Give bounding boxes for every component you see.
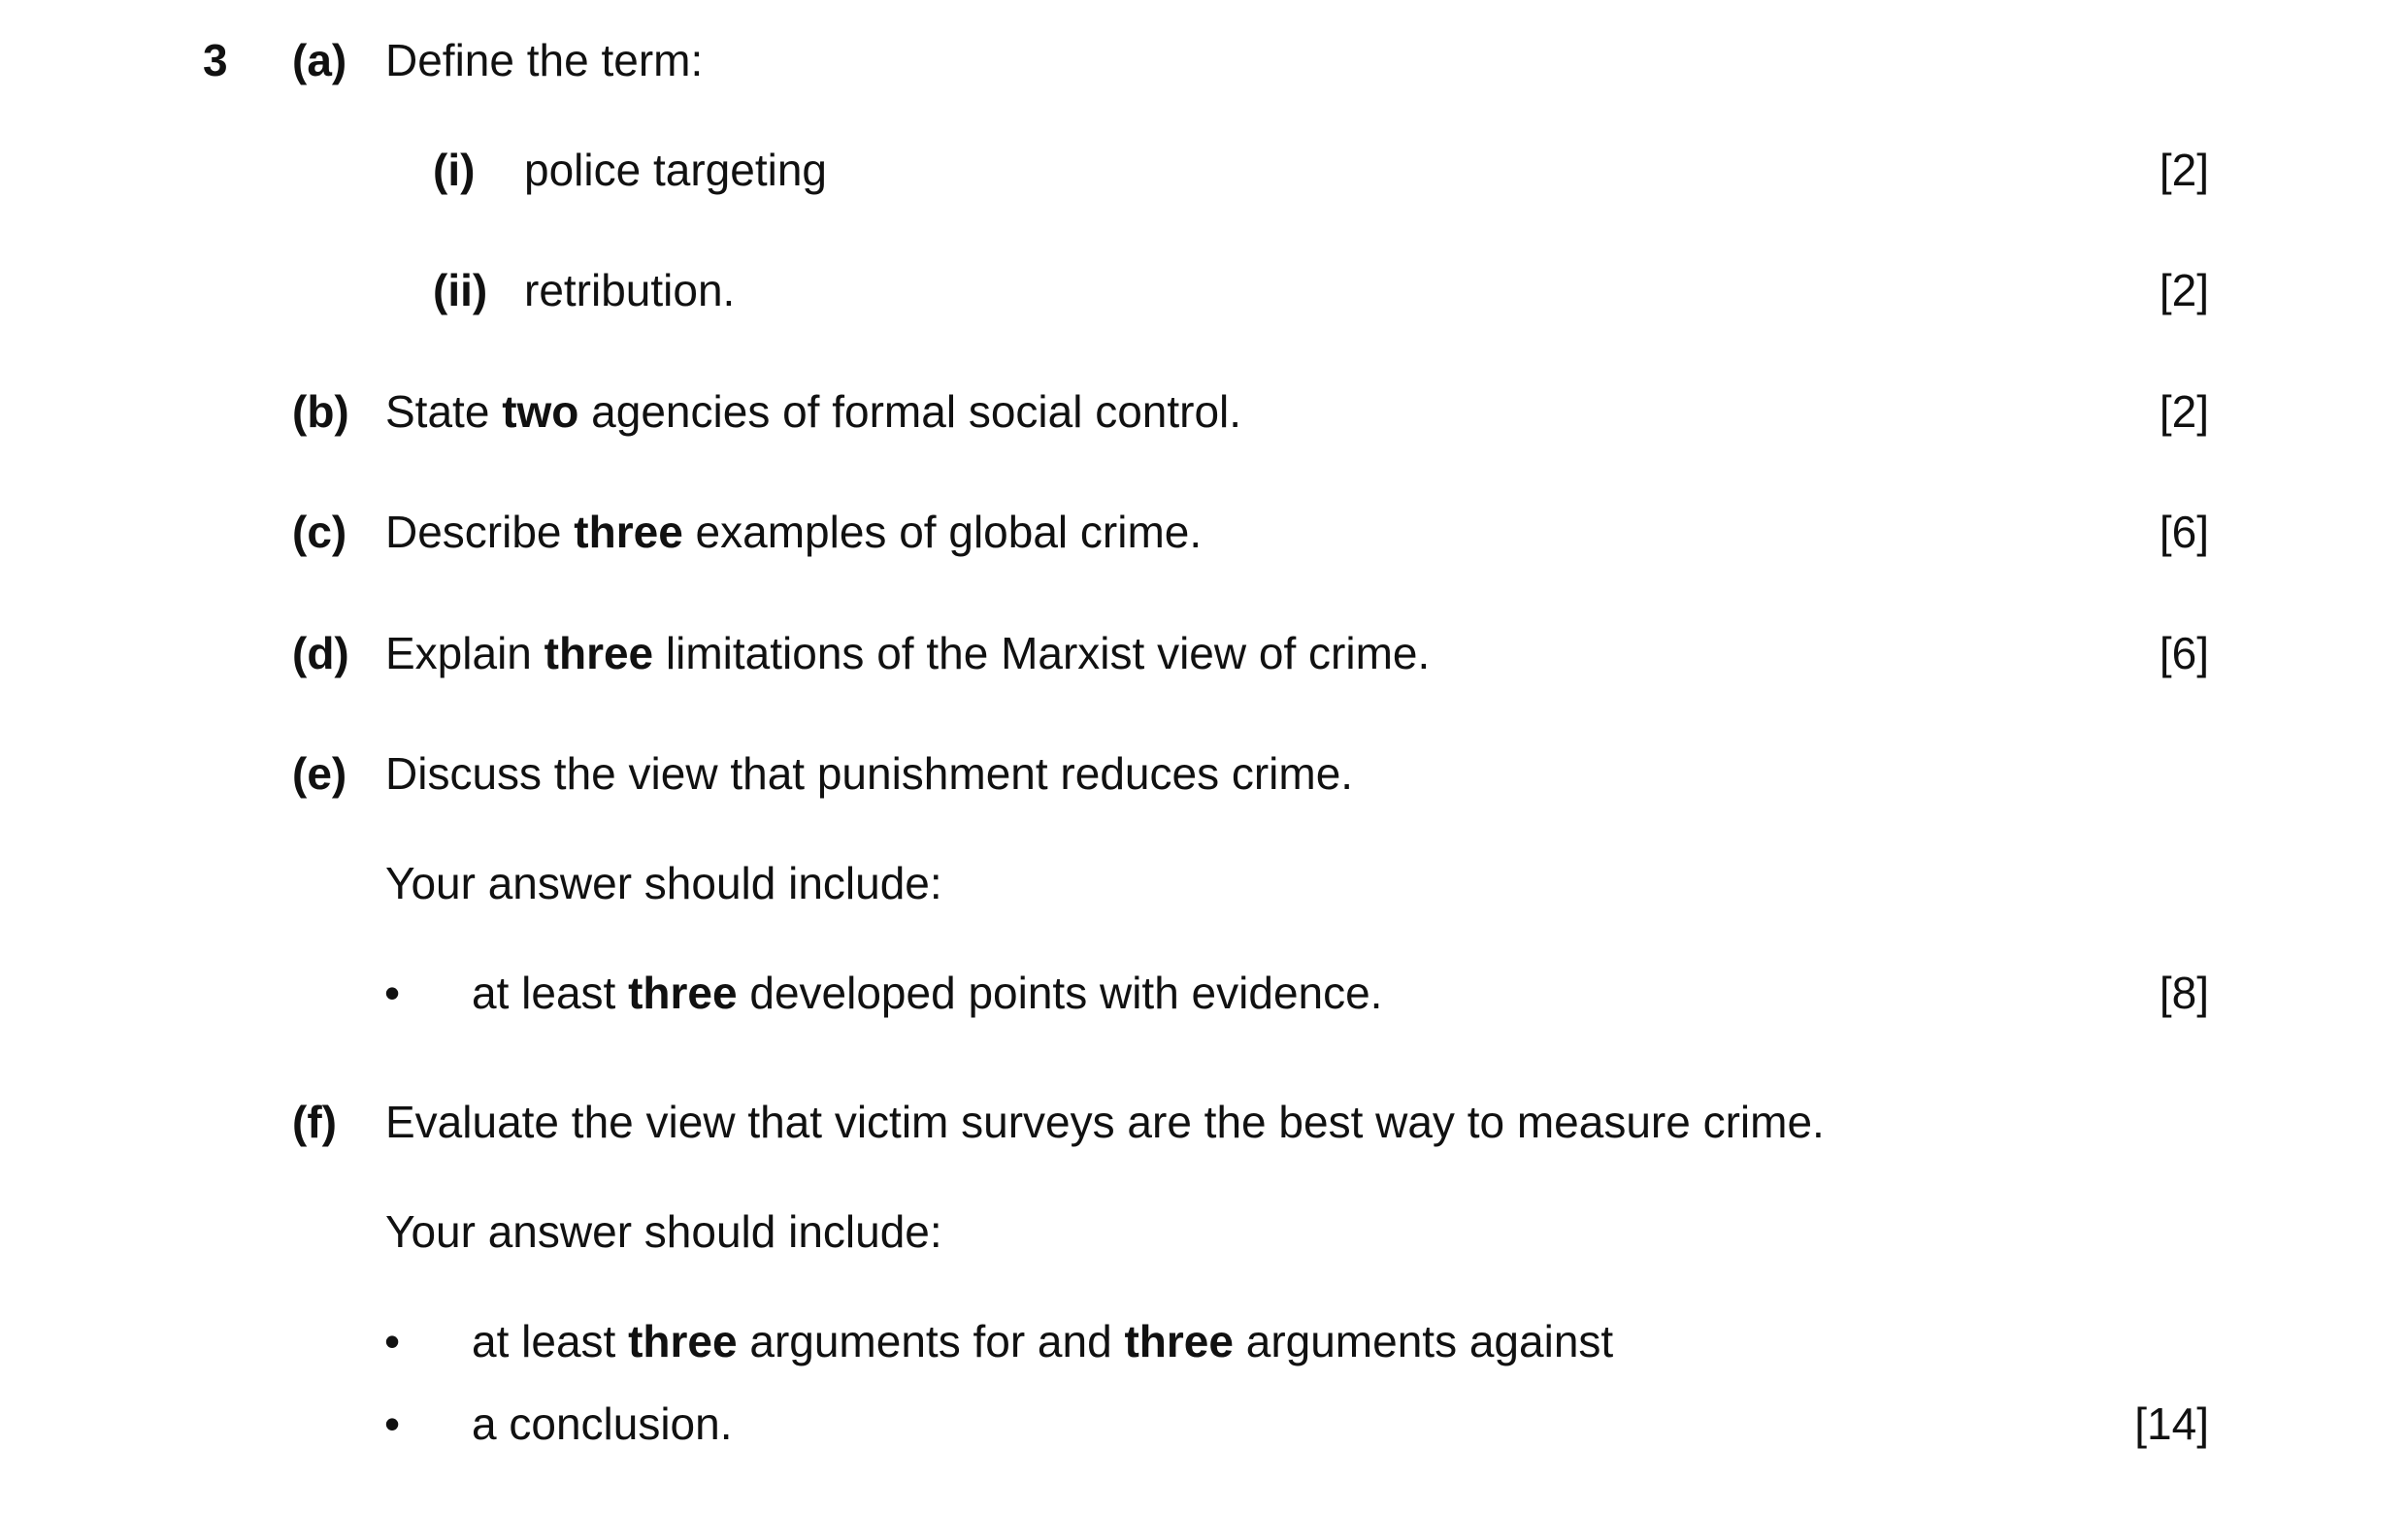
part-f-bullet-1-text: at least three arguments for and three arguments against [472,1316,1614,1366]
part-e-include-text: Your answer should include: [385,858,942,908]
marks-b: [2] [2159,386,2209,437]
part-e-include-line [0,854,2408,912]
question-3a-line [0,31,2408,89]
part-f-text: Evaluate the view that victim surveys are the best way to measure crime. [385,1097,1825,1147]
part-label-c: (c) [292,507,347,557]
question-number: 3 [203,35,228,85]
subpart-i-line [0,141,2408,199]
part-label-f: (f) [292,1097,337,1147]
part-b-text: State two agencies of formal social control. [385,386,1242,437]
question-3b-line [0,382,2408,441]
part-e-bullet-1-text: at least three developed points with evidence. [472,968,1383,1018]
part-label-e: (e) [292,748,347,799]
bullet-icon: • [384,1316,401,1366]
emphasis-three: three [1124,1316,1234,1366]
marks-e: [8] [2159,968,2209,1018]
part-f-bullet-1 [0,1312,2408,1370]
part-label-d: (d) [292,628,349,678]
subpart-i-text: police targeting [524,145,827,195]
part-f-bullet-2-text: a conclusion. [472,1398,733,1449]
bullet-icon: • [384,968,401,1018]
question-3e-line [0,744,2408,803]
emphasis-three: three [544,628,654,678]
subpart-ii-line [0,261,2408,319]
part-e-text: Discuss the view that punishment reduces crime. [385,748,1354,799]
bullet-icon: • [384,1398,401,1449]
part-f-bullet-2 [0,1395,2408,1453]
part-e-bullet-1 [0,964,2408,1022]
marks-f: [14] [2134,1398,2209,1449]
part-c-text: Describe three examples of global crime. [385,507,1203,557]
emphasis-three: three [574,507,683,557]
part-label-a: (a) [292,35,347,85]
marks-d: [6] [2159,628,2209,678]
part-a-text: Define the term: [385,35,704,85]
subpart-ii-text: retribution. [524,265,736,315]
question-3d-line [0,624,2408,682]
marks-c: [6] [2159,507,2209,557]
subpart-label-i: (i) [433,145,476,195]
subpart-label-ii: (ii) [433,265,488,315]
part-d-text: Explain three limitations of the Marxist view of crime. [385,628,1431,678]
emphasis-two: two [502,386,579,437]
part-f-include-text: Your answer should include: [385,1206,942,1257]
question-3f-line [0,1093,2408,1151]
part-label-b: (b) [292,386,349,437]
emphasis-three: three [628,1316,738,1366]
marks-a-ii: [2] [2159,265,2209,315]
question-3c-line [0,503,2408,561]
marks-a-i: [2] [2159,145,2209,195]
part-f-include-line [0,1202,2408,1261]
emphasis-three: three [628,968,738,1018]
